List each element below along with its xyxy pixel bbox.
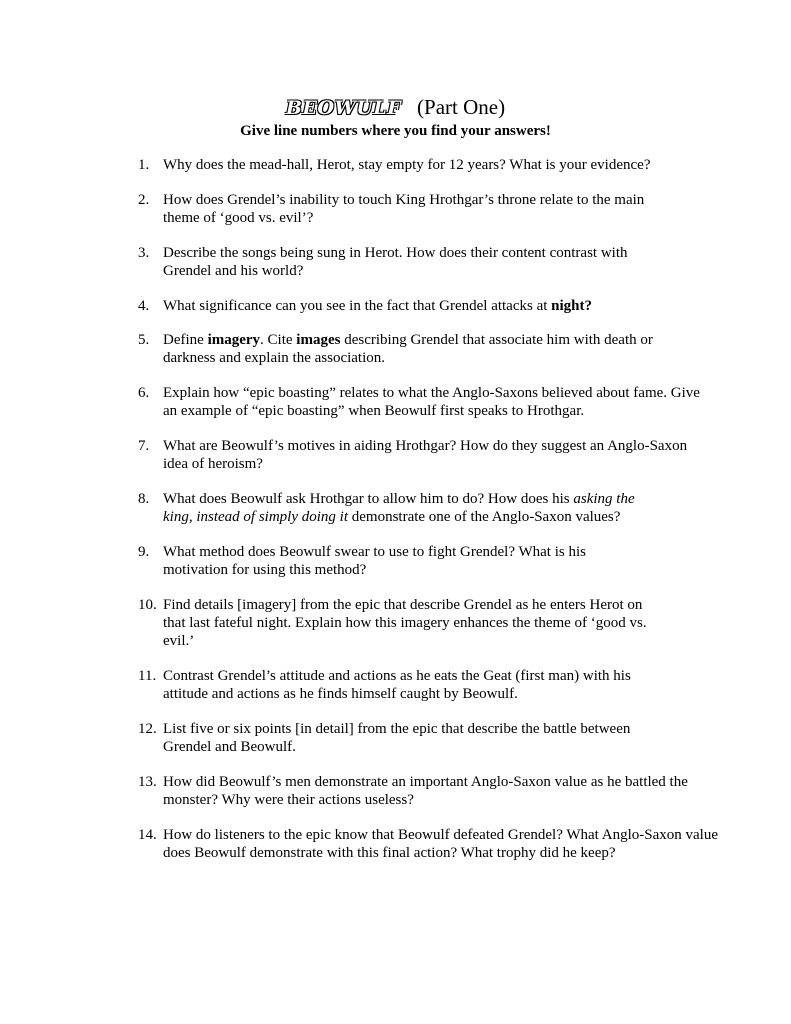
question-number: 6.	[138, 385, 150, 402]
title-work: BEOWULF	[285, 97, 402, 119]
question-line: theme of ‘good vs. evil’?	[163, 209, 314, 226]
question-line: Find details [imagery] from the epic that describe Grendel as he enters Herot on	[163, 596, 643, 613]
question-text	[163, 384, 758, 420]
question-item	[138, 826, 758, 862]
question-fragment: What does Beowulf ask Hrothgar to allow him to do? How does his	[163, 490, 574, 507]
question-text	[163, 826, 758, 862]
question-line: What method does Beowulf swear to use to fight Grendel? What is his	[163, 543, 586, 560]
question-item	[138, 773, 758, 809]
question-line: motivation for using this method?	[163, 562, 367, 579]
question-item	[138, 437, 758, 473]
question-text	[163, 773, 758, 809]
question-text	[163, 191, 758, 227]
emphasis-bold: night?	[551, 297, 593, 314]
question-text	[163, 331, 758, 367]
question-text	[163, 667, 758, 703]
question-fragment: What significance can you see in the fact that Grendel attacks at	[163, 297, 552, 314]
question-item	[138, 596, 758, 651]
question-item	[138, 490, 758, 526]
question-number: 11.	[138, 667, 157, 684]
question-item	[138, 156, 758, 174]
question-item	[138, 191, 758, 227]
question-line: attitude and actions as he finds himself caught by Beowulf.	[163, 686, 518, 703]
question-text	[163, 596, 758, 651]
question-number: 3.	[138, 244, 150, 261]
question-number: 8.	[138, 490, 150, 507]
question-list	[138, 156, 758, 862]
question-number: 4.	[138, 297, 150, 314]
question-line: Contrast Grendel’s attitude and actions as he eats the Geat (first man) with his	[163, 667, 631, 684]
emphasis-bold: imagery	[207, 332, 261, 349]
question-fragment: demonstrate one of the Anglo-Saxon values?	[348, 509, 621, 526]
page-title	[0, 94, 791, 121]
question-line: that last fateful night. Explain how this imagery enhances the theme of ‘good vs.	[163, 614, 647, 631]
question-text	[163, 543, 758, 579]
question-item	[138, 297, 758, 315]
question-text	[163, 297, 758, 315]
instructions: Give line numbers where you find your answers!	[240, 123, 551, 139]
question-line: does Beowulf demonstrate with this final action? What trophy did he keep?	[163, 844, 616, 861]
question-text	[163, 720, 758, 756]
question-fragment: darkness and explain the association.	[163, 350, 386, 367]
question-fragment: Define	[163, 332, 208, 349]
question-line: monster? Why were their actions useless?	[163, 791, 414, 808]
question-line: Explain how “epic boasting” relates to what the Anglo-Saxons believed about fame. Give	[163, 385, 700, 402]
question-line: How do listeners to the epic know that Beowulf defeated Grendel? What Anglo-Saxon value	[163, 826, 718, 843]
question-text	[163, 244, 758, 280]
question-item	[138, 667, 758, 703]
title-part: (Part One)	[417, 95, 506, 119]
question-number: 7.	[138, 438, 150, 455]
question-item	[138, 331, 758, 367]
question-number: 10.	[138, 596, 157, 613]
question-line: How does Grendel’s inability to touch King Hrothgar’s throne relate to the main	[163, 191, 645, 208]
question-number: 9.	[138, 543, 150, 560]
question-line: List five or six points [in detail] from the epic that describe the battle between	[163, 720, 631, 737]
question-number: 2.	[138, 191, 150, 208]
question-text	[163, 490, 758, 526]
question-line: Grendel and Beowulf.	[163, 738, 296, 755]
question-text	[163, 156, 758, 174]
question-fragment: . Cite	[260, 332, 297, 349]
question-fragment: describing Grendel that associate him with death or	[340, 332, 653, 349]
emphasis-italic: asking the	[573, 490, 635, 507]
question-item	[138, 543, 758, 579]
question-line: an example of “epic boasting” when Beowulf first speaks to Hrothgar.	[163, 403, 585, 420]
question-line: idea of heroism?	[163, 456, 263, 473]
question-item	[138, 384, 758, 420]
question-line: What are Beowulf’s motives in aiding Hrothgar? How do they suggest an Anglo-Saxon	[163, 438, 688, 455]
question-line: How did Beowulf’s men demonstrate an important Anglo-Saxon value as he battled the	[163, 773, 688, 790]
question-line: Why does the mead-hall, Herot, stay empty for 12 years? What is your evidence?	[163, 157, 651, 173]
question-item	[138, 720, 758, 756]
emphasis-italic: king, instead of simply doing it	[163, 509, 348, 526]
question-line: Grendel and his world?	[163, 262, 304, 279]
question-number: 13.	[138, 773, 157, 790]
question-line: Describe the songs being sung in Herot. How does their content contrast with	[163, 244, 628, 261]
question-number: 1.	[138, 157, 150, 173]
question-item	[138, 244, 758, 280]
question-number: 14.	[138, 826, 157, 843]
question-line: evil.’	[163, 633, 195, 650]
question-text	[163, 437, 758, 473]
question-number: 12.	[138, 720, 157, 737]
question-number: 5.	[138, 332, 150, 349]
emphasis-bold: images	[296, 332, 341, 349]
